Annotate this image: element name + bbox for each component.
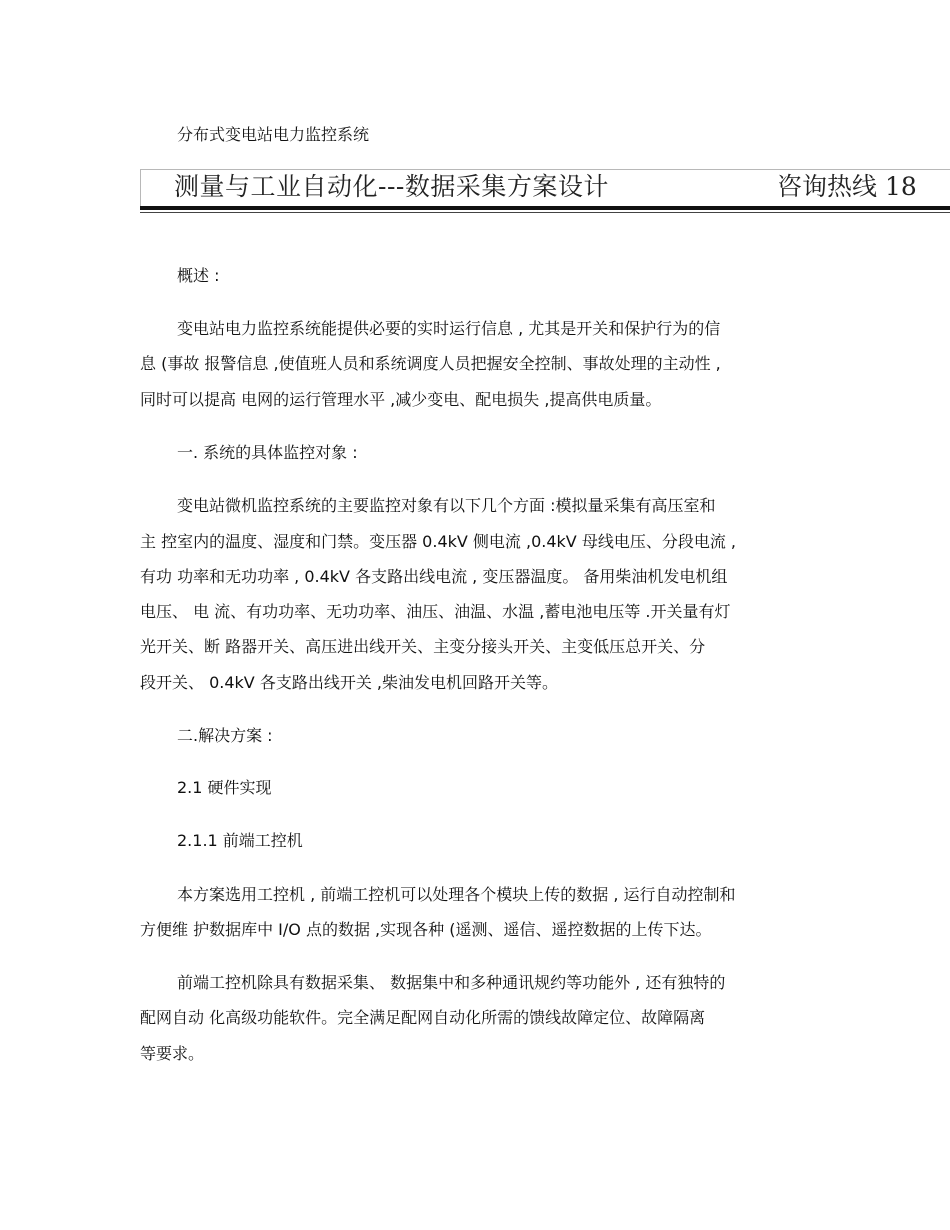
header-banner xyxy=(140,169,950,214)
section-1-line: 主 控室内的温度、湿度和门禁。变压器 0.4kV 侧电流 ,0.4kV 母线电压、分段电流 , xyxy=(140,532,737,551)
document-title: 分布式变电站电力监控系统 xyxy=(177,125,370,144)
section-2-1-heading: 2.1 硬件实现 xyxy=(177,778,272,797)
section-1-heading: 一. 系统的具体监控对象 : xyxy=(177,443,358,462)
section-2-heading: 二.解决方案 : xyxy=(177,726,273,745)
banner-hotline: 咨询热线 18 xyxy=(777,172,917,201)
section-1-line: 光开关、断 路器开关、高压进出线开关、主变分接头开关、主变低压总开关、分 xyxy=(140,637,706,656)
paragraph-a-line: 方便维 护数据库中 I/O 点的数据 ,实现各种 (遥测、遥信、遥控数据的上传下达。 xyxy=(140,920,712,939)
section-1-line: 电压、 电 流、有功功率、无功功率、油压、油温、水温 ,蓄电池电压等 .开关量有灯 xyxy=(140,602,731,621)
overview-heading: 概述 : xyxy=(177,266,220,285)
section-2-1-1-heading: 2.1.1 前端工控机 xyxy=(177,831,303,850)
banner-bottom-rule-thick xyxy=(140,206,950,210)
banner-left-divider xyxy=(140,169,141,207)
banner-bottom-rule-thin xyxy=(140,212,950,213)
paragraph-b-line: 等要求。 xyxy=(140,1044,205,1063)
section-1-line: 变电站微机监控系统的主要监控对象有以下几个方面 :模拟量采集有高压室和 xyxy=(177,496,716,515)
section-1-line: 段开关、 0.4kV 各支路出线开关 ,柴油发电机回路开关等。 xyxy=(140,673,559,692)
paragraph-b-line: 配网自动 化高级功能软件。完全满足配网自动化所需的馈线故障定位、故障隔离 xyxy=(140,1008,706,1027)
overview-line: 变电站电力监控系统能提供必要的实时运行信息 , 尤其是开关和保护行为的信 xyxy=(177,319,721,338)
banner-top-divider xyxy=(140,169,950,170)
overview-line: 同时可以提高 电网的运行管理水平 ,减少变电、配电损失 ,提高供电质量。 xyxy=(140,390,662,409)
overview-line: 息 (事故 报警信息 ,使值班人员和系统调度人员把握安全控制、事故处理的主动性 , xyxy=(140,354,721,373)
banner-title: 测量与工业自动化---数据采集方案设计 xyxy=(174,172,609,201)
paragraph-b-line: 前端工控机除具有数据采集、 数据集中和多种通讯规约等功能外 , 还有独特的 xyxy=(177,973,726,992)
paragraph-a-line: 本方案选用工控机 , 前端工控机可以处理各个模块上传的数据 , 运行自动控制和 xyxy=(177,885,736,904)
section-1-line: 有功 功率和无功功率 , 0.4kV 各支路出线电流 , 变压器温度。 备用柴油机发电机组 xyxy=(140,567,728,586)
